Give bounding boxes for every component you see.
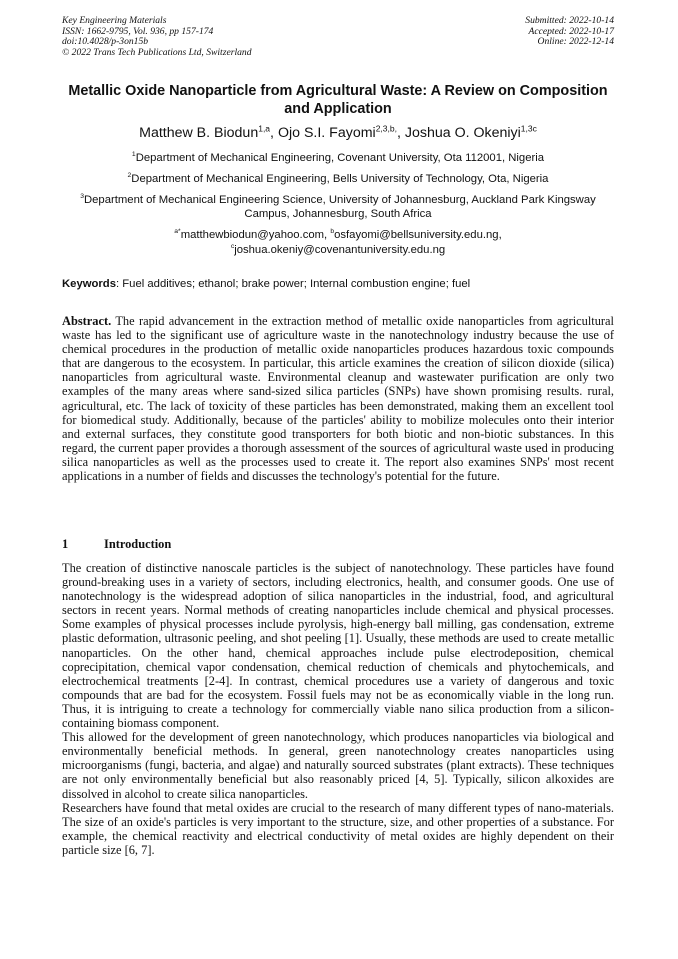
- affiliation-marker: 1: [131, 151, 136, 159]
- author-affiliation-marker: 2,3,b,: [375, 123, 397, 134]
- author-emails: [62, 228, 614, 257]
- paragraph: The creation of distinctive nanoscale particles is the subject of nanotechnology. These particles have found ground-breaking uses in a variety of sectors, including electronics, health, and consumer goods. One use of nanotechnology is the widespread adoption of silica nanoparticles in the industrial, food, and agricultural sectors in recent years. Normal methods of creating nanoparticles include chemical and physical processes. Some examples of physical processes include pyrolysis, high-energy ball milling, gas condensation, extreme plastic deformation, ultrasonic peeling, and shot peeling [1]. Usually, these methods are used to create metallic nanoparticles. On the other hand, chemical approaches include pulse electrodeposition, chemical coprecipitation, chemical vapor condensation, chemical reduction of chemicals and phytochemicals, and electrochemical treatments [2-4]. In contrast, chemical procedures use a variety of dangerous and toxic compounds that are bad for the ecosystem. Fossil fuels may not be as economically viable in the long run. Thus, it is intriguing to create a technology for commercially viable nano silica production from a silicon-containing biomass component.: [62, 561, 614, 731]
- keywords-text: : Fuel additives; ethanol; brake power; Internal combustion engine; fuel: [116, 278, 471, 290]
- section-title: Introduction: [104, 537, 172, 551]
- keywords: [62, 277, 614, 291]
- introduction-body: [62, 561, 614, 857]
- email-link[interactable]: matthewbiodun@yahoo.com,: [180, 229, 328, 241]
- journal-header-right: [525, 16, 614, 48]
- online-date: Online: 2022-12-14: [537, 36, 614, 48]
- paper-title: Metallic Oxide Nanoparticle from Agricultural Waste: A Review on Composition and Application: [68, 83, 608, 117]
- affiliation: [62, 193, 614, 221]
- affiliation-text: Department of Mechanical Engineering, Covenant University, Ota 112001, Nigeria: [135, 152, 545, 164]
- email-marker: c: [230, 242, 235, 250]
- accepted-date: Accepted: 2022-10-17: [528, 25, 614, 37]
- author-affiliation-marker: 1,3c: [520, 123, 537, 134]
- paragraph: Researchers have found that metal oxides are crucial to the research of many different types of nano-materials. The size of an oxide's particles is very important to the structure, size, and other properties of a substance. For example, the chemical reactivity and electrical conductivity of metal oxides are highly dependent on their particle size [6, 7].: [62, 800, 614, 857]
- email-link[interactable]: joshua.okeniy@covenantuniversity.edu.ng: [234, 243, 446, 256]
- affiliation: [62, 151, 614, 165]
- submitted-date: Submitted: 2022-10-14: [525, 15, 614, 26]
- abstract: [62, 314, 614, 483]
- affiliation-marker: 3: [80, 193, 84, 201]
- abstract-text: The rapid advancement in the extraction method of metallic oxide nanoparticles from agricultural waste has led to the significant use of agriculture waste in the nanotechnology industry because the use of chemical procedures in the production of metallic oxide nanoparticles produces hazardous toxic compounds that are dangerous to the ecosystem. In particular, this article examines the creation of silicon dioxide (silica) nanoparticles from agricultural waste. Environmental cleanup and wastewater purification are only two examples of the many areas where sand-sized silica particles (SNPs) have shown promising results. rural, agricultural, etc. The lack of toxicity of these particles has been demonstrated, making them an excellent tool for biomedical study. Additionally, because of the particles' ability to mobilize molecules onto their interior and external surfaces, they constitute good transporters for both biotic and non-biotic substances. In this regard, the current paper provides a thorough assessment of the sources of agricultural waste used in producing silica nanoparticles as well as the processes used to create it. The report also examines SNPs' most recent applications in a number of fields and discusses the technology's potential for the future.: [62, 314, 614, 484]
- email-marker: b: [330, 228, 335, 236]
- paragraph: This allowed for the development of green nanotechnology, which produces nanoparticles via biological and environmentally beneficial methods. In general, green nanotechnology creates nanoparticles using microorganisms (fungi, bacteria, and algae) and naturally sourced substrates (plant extracts). These techniques are not only environmentally beneficial but also reasonably priced [4, 5]. Typically, silicon alkoxides are dissolved in alcohol to create silica nanoparticles.: [62, 730, 614, 801]
- author-list: Matthew B. Biodun$^{1,a}$, Ojo S.I. Fayomi$^{2,3,b,}$, Joshua O. Okeniyi$^{1,3c}$: [139, 123, 537, 141]
- affiliation-marker: 2: [127, 172, 132, 180]
- journal-header-left: [62, 16, 252, 59]
- affiliation-text: Department of Mechanical Engineering, Bells University of Technology, Ota, Nigeria: [131, 173, 549, 185]
- journal-name: Key Engineering Materials: [62, 15, 167, 26]
- author-name: Ojo S.I. Fayomi: [277, 125, 376, 141]
- issn-line: ISSN: 1662-9795, Vol. 936, pp 157-174: [62, 25, 214, 37]
- email-marker: a*: [174, 228, 181, 236]
- author-name: Matthew B. Biodun: [139, 125, 259, 141]
- section-number: 1: [62, 537, 69, 551]
- affiliation: [62, 172, 614, 186]
- email-link[interactable]: osfayomi@bellsuniversity.edu.ng,: [334, 229, 502, 241]
- keywords-label: Keywords: [62, 278, 116, 290]
- doi-line[interactable]: doi:10.4028/p-3on15b: [62, 36, 149, 48]
- abstract-label: Abstract.: [62, 314, 112, 328]
- affiliation-text: Department of Mechanical Engineering Science, University of Johannesburg, Auckland Park Kingsway Campus, Johannesburg, South Africa: [83, 194, 596, 220]
- author-affiliation-marker: 1,a: [258, 123, 271, 134]
- section-heading: [62, 537, 171, 551]
- copyright-line: © 2022 Trans Tech Publications Ltd, Switzerland: [62, 47, 252, 59]
- author-name: Joshua O. Okeniyi: [404, 125, 521, 141]
